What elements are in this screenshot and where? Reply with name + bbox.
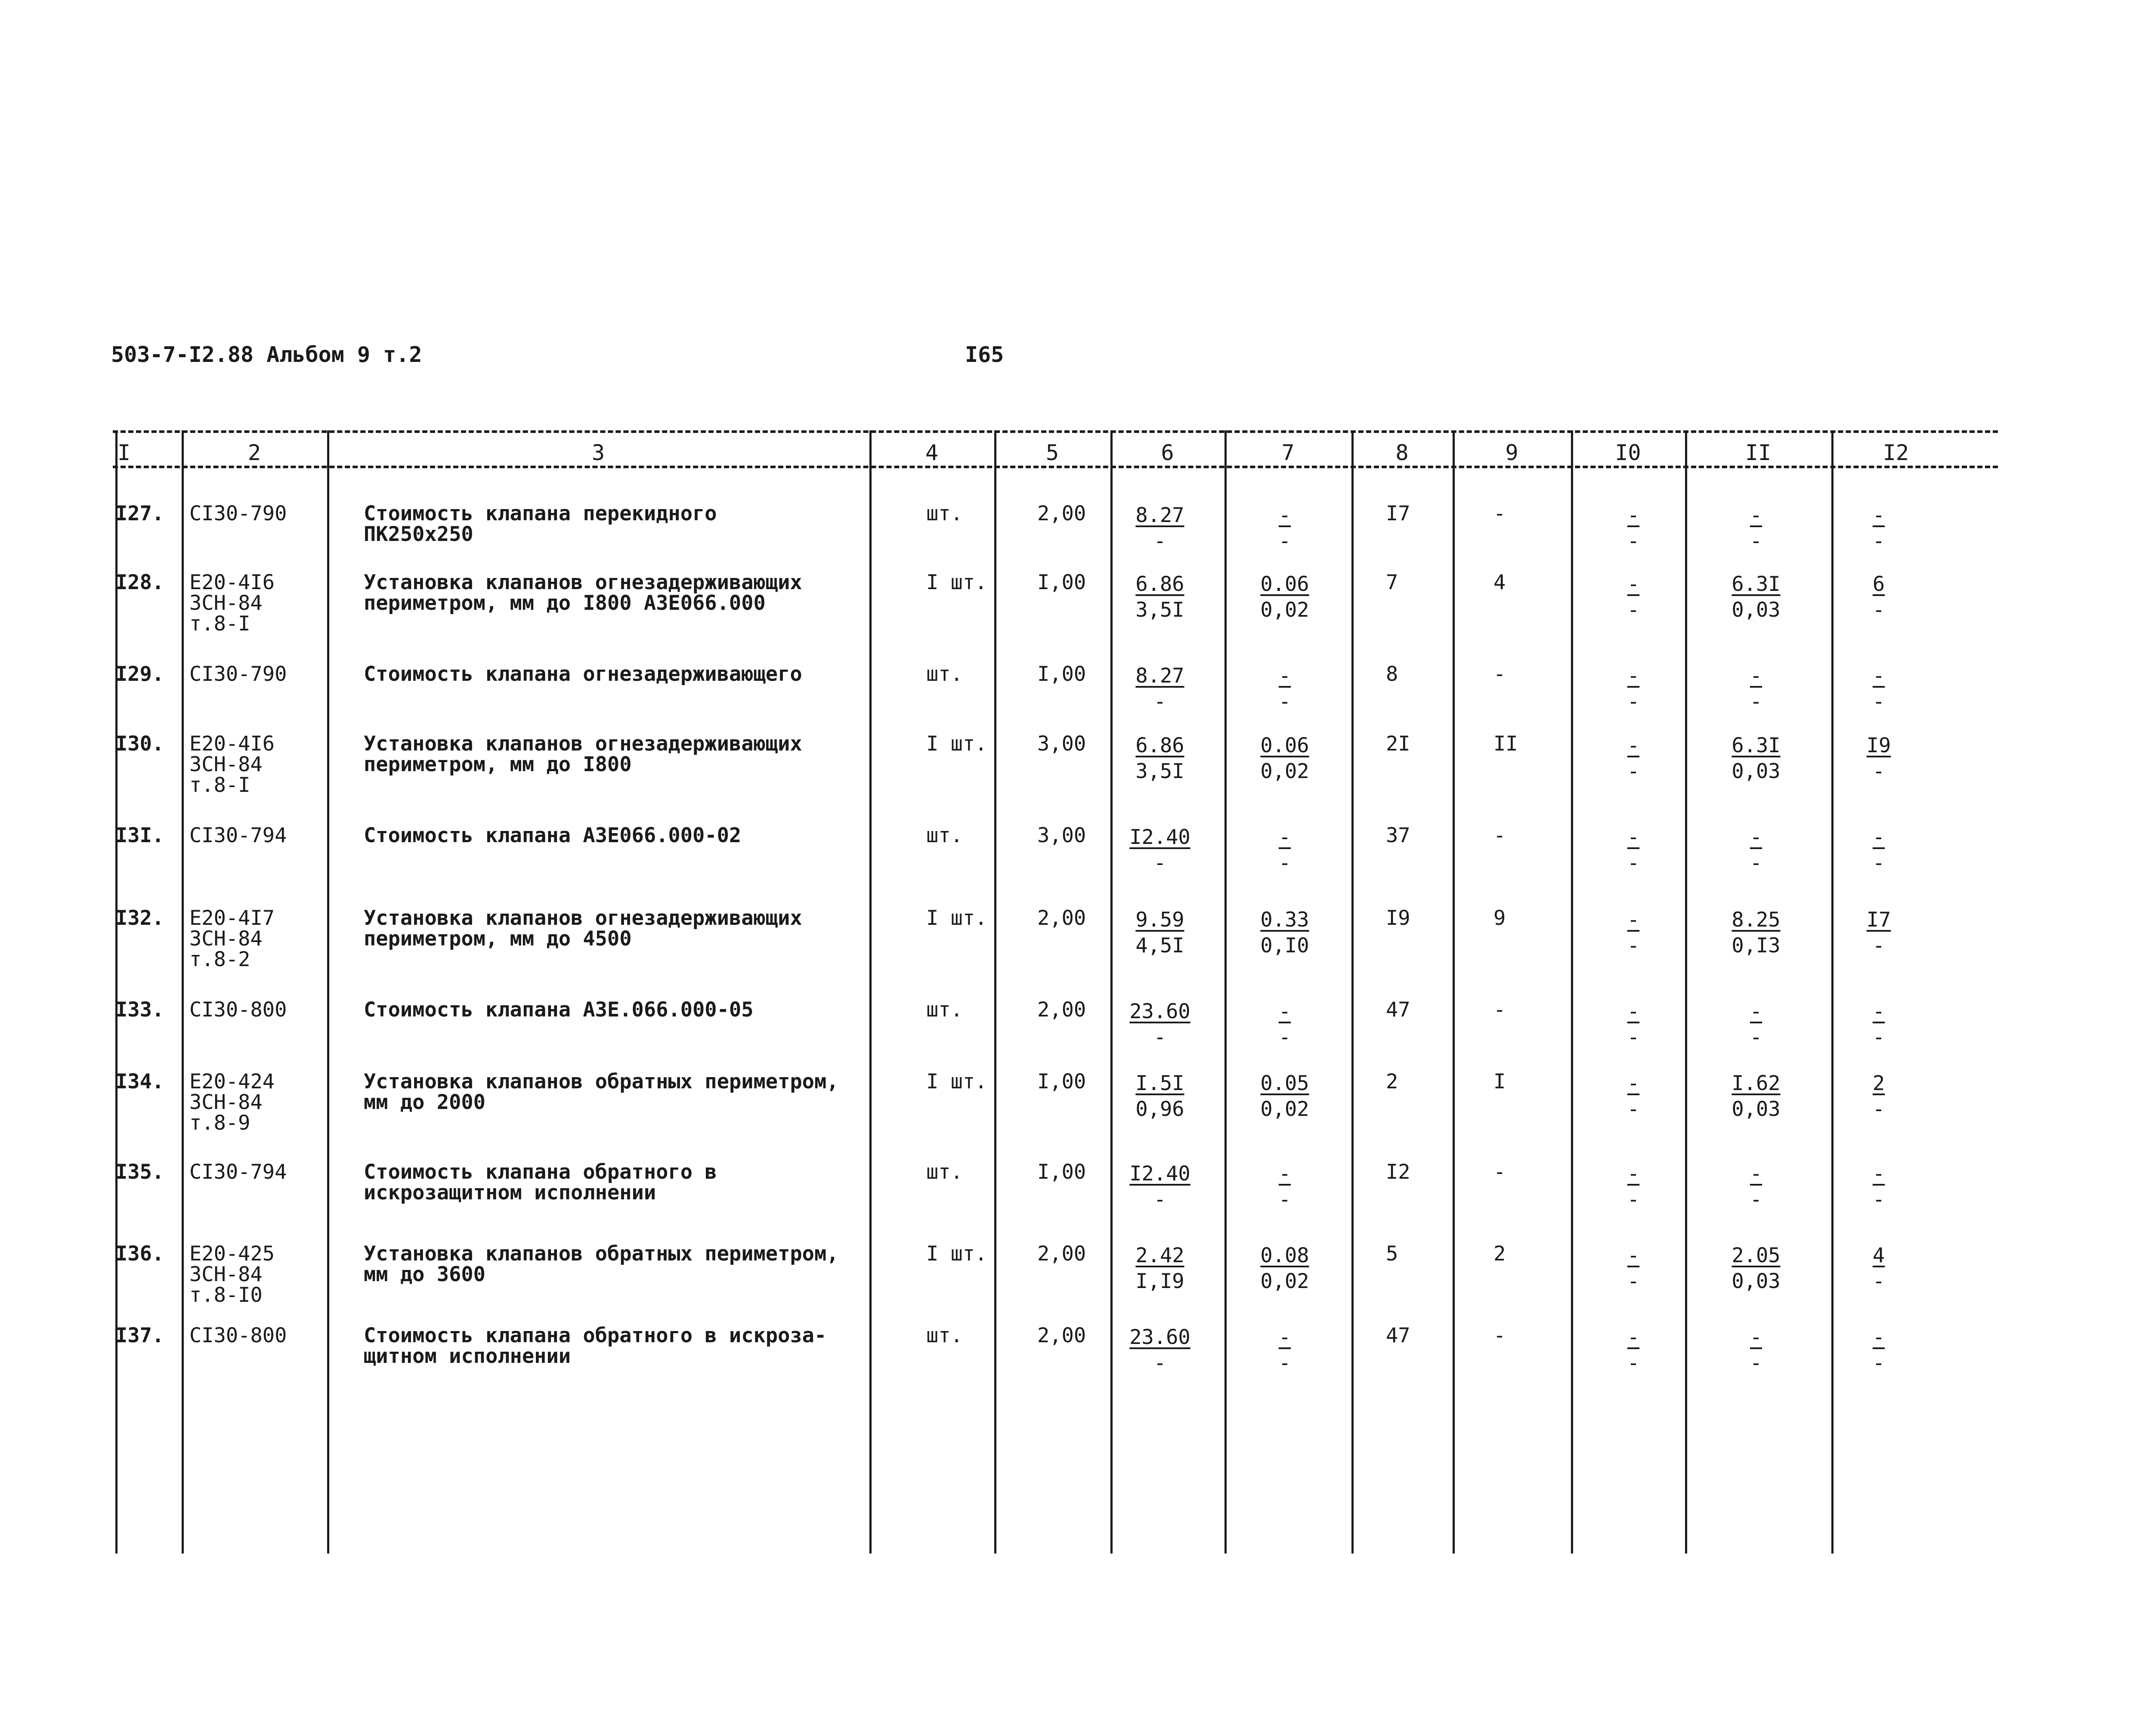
col11-value: 6.3I 0,03	[1731, 734, 1781, 783]
column-number: I0	[1615, 440, 1641, 465]
quantity: I,00	[1037, 1070, 1086, 1093]
col12-value: 2 -	[1872, 1072, 1885, 1121]
unit: шт.	[926, 998, 963, 1022]
unit: шт.	[926, 1160, 963, 1184]
col9-value: 2	[1493, 1242, 1506, 1266]
column-divider	[1110, 430, 1113, 1554]
col9-value: 4	[1493, 571, 1506, 594]
work-description: Стоимость клапана огнезадерживающего	[364, 662, 802, 686]
row-number: I35.	[115, 1160, 164, 1184]
table-border-left	[115, 430, 117, 1554]
col9-value: I	[1493, 1070, 1506, 1093]
col11-value: I.62 0,03	[1731, 1072, 1781, 1121]
col11-value: - -	[1750, 1162, 1762, 1211]
col6-value: 8.27 -	[1135, 664, 1184, 714]
col11-value: 6.3I 0,03	[1731, 572, 1781, 622]
quantity: 2,00	[1037, 1242, 1086, 1266]
col7-value: - -	[1278, 1162, 1291, 1211]
col12-value: - -	[1872, 664, 1885, 714]
col9-value: -	[1493, 998, 1506, 1022]
norm-code: E20-4I6 ЗСН-84 т.8-I	[189, 571, 275, 636]
col7-value: - -	[1278, 664, 1291, 714]
col7-value: - -	[1278, 1000, 1291, 1049]
col8-value: 37	[1386, 824, 1410, 847]
column-number: 8	[1395, 440, 1409, 465]
col6-value: I2.40 -	[1129, 1162, 1190, 1211]
quantity: 2,00	[1037, 998, 1086, 1022]
quantity: I,00	[1037, 571, 1086, 594]
col10-value: - -	[1627, 825, 1640, 875]
col9-value: -	[1493, 662, 1506, 686]
unit: шт.	[926, 1324, 963, 1347]
col8-value: 7	[1386, 571, 1398, 594]
col10-value: - -	[1627, 504, 1640, 553]
work-description: Установка клапанов огнезадерживающих периметром, мм до I800 АЗЕ066.000	[364, 571, 802, 615]
row-number: I37.	[115, 1324, 164, 1347]
column-divider	[1351, 430, 1354, 1554]
col7-value: - -	[1278, 825, 1291, 875]
quantity: I,00	[1037, 1160, 1086, 1184]
col11-value: 8.25 0,I3	[1731, 908, 1781, 958]
quantity: 2,00	[1037, 502, 1086, 525]
col7-value: 0.08 0,02	[1260, 1244, 1309, 1293]
col11-value: 2.05 0,03	[1731, 1244, 1781, 1293]
row-number: I36.	[115, 1242, 164, 1266]
quantity: 2,00	[1037, 906, 1086, 930]
column-divider	[994, 430, 996, 1554]
col6-value: 2.42 I,I9	[1135, 1244, 1184, 1293]
column-number: 9	[1505, 440, 1518, 465]
col6-value: 9.59 4,5I	[1135, 908, 1184, 958]
col8-value: I9	[1386, 906, 1410, 930]
col7-value: 0.33 0,I0	[1260, 908, 1309, 958]
col11-value: - -	[1750, 1000, 1762, 1049]
col10-value: - -	[1627, 664, 1640, 714]
col8-value: 47	[1386, 1324, 1410, 1347]
norm-code: E20-425 ЗСН-84 т.8-I0	[189, 1242, 275, 1307]
col10-value: - -	[1627, 1325, 1640, 1375]
row-number: I30.	[115, 732, 164, 756]
quantity: 2,00	[1037, 1324, 1086, 1347]
col10-value: - -	[1627, 1000, 1640, 1049]
work-description: Установка клапанов обратных периметром, мм до 3600	[364, 1242, 839, 1286]
norm-code: CI30-790	[189, 502, 287, 525]
column-divider	[182, 430, 184, 1554]
col7-value: 0.06 0,02	[1260, 734, 1309, 783]
col8-value: 47	[1386, 998, 1410, 1022]
col12-value: 6 -	[1872, 572, 1885, 622]
unit: I шт.	[926, 1242, 987, 1266]
work-description: Стоимость клапана АЗЕ.066.000-05	[364, 998, 754, 1022]
col8-value: 5	[1386, 1242, 1398, 1266]
row-number: I29.	[115, 662, 164, 686]
header-bottom-rule	[113, 466, 1998, 468]
col6-value: I2.40 -	[1129, 825, 1190, 875]
col12-value: - -	[1872, 825, 1885, 875]
work-description: Стоимость клапана обратного в искрозащитном исполнении	[364, 1160, 717, 1205]
column-divider	[1685, 430, 1687, 1554]
col8-value: 2I	[1386, 732, 1410, 756]
row-number: I27.	[115, 502, 164, 525]
work-description: Установка клапанов огнезадерживающих периметром, мм до 4500	[364, 906, 802, 951]
col11-value: - -	[1750, 664, 1762, 714]
col9-value: II	[1493, 732, 1518, 756]
norm-code: CI30-800	[189, 1324, 287, 1347]
col10-value: - -	[1627, 572, 1640, 622]
unit: I шт.	[926, 571, 987, 594]
column-divider	[1453, 430, 1455, 1554]
col11-value: - -	[1750, 504, 1762, 553]
quantity: 3,00	[1037, 732, 1086, 756]
column-number: I2	[1883, 440, 1909, 465]
norm-code: E20-4I7 ЗСН-84 т.8-2	[189, 906, 275, 971]
col12-value: I9 -	[1866, 734, 1891, 783]
row-number: I33.	[115, 998, 164, 1022]
norm-code: CI30-800	[189, 998, 287, 1022]
column-divider	[1224, 430, 1227, 1554]
col9-value: -	[1493, 1160, 1506, 1184]
work-description: Стоимость клапана перекидного ПК250х250	[364, 502, 717, 546]
col10-value: - -	[1627, 1162, 1640, 1211]
work-description: Стоимость клапана АЗЕ066.000-02	[364, 824, 742, 847]
col9-value: 9	[1493, 906, 1506, 930]
col6-value: 6.86 3,5I	[1135, 572, 1184, 622]
column-number: 2	[247, 440, 261, 465]
col12-value: - -	[1872, 1162, 1885, 1211]
col7-value: - -	[1278, 1325, 1291, 1375]
col10-value: - -	[1627, 1244, 1640, 1293]
norm-code: CI30-794	[189, 1160, 287, 1184]
column-number: 3	[591, 440, 605, 465]
col10-value: - -	[1627, 734, 1640, 783]
norm-code: CI30-794	[189, 824, 287, 847]
col6-value: 8.27 -	[1135, 504, 1184, 553]
column-divider	[1831, 430, 1834, 1554]
col9-value: -	[1493, 1324, 1506, 1347]
page-number: I65	[965, 342, 1004, 367]
col8-value: I2	[1386, 1160, 1410, 1184]
quantity: I,00	[1037, 662, 1086, 686]
col8-value: 8	[1386, 662, 1398, 686]
col8-value: I7	[1386, 502, 1410, 525]
column-number: 4	[925, 440, 939, 465]
col7-value: - -	[1278, 504, 1291, 553]
row-number: I32.	[115, 906, 164, 930]
col6-value: I.5I 0,96	[1135, 1072, 1184, 1121]
unit: шт.	[926, 824, 963, 847]
unit: I шт.	[926, 732, 987, 756]
col9-value: -	[1493, 824, 1506, 847]
norm-code: CI30-790	[189, 662, 287, 686]
column-number: II	[1745, 440, 1772, 465]
col7-value: 0.05 0,02	[1260, 1072, 1309, 1121]
unit: шт.	[926, 502, 963, 525]
column-number: I	[117, 440, 131, 465]
col12-value: - -	[1872, 1325, 1885, 1375]
column-number: 6	[1161, 440, 1174, 465]
col11-value: - -	[1750, 825, 1762, 875]
col12-value: - -	[1872, 1000, 1885, 1049]
column-divider	[327, 430, 329, 1554]
column-number: 5	[1045, 440, 1059, 465]
unit: I шт.	[926, 906, 987, 930]
header-top-rule	[113, 430, 1998, 433]
col10-value: - -	[1627, 1072, 1640, 1121]
unit: I шт.	[926, 1070, 987, 1093]
col9-value: -	[1493, 502, 1506, 525]
document-reference: 503-7-I2.88 Альбом 9 т.2	[111, 342, 422, 367]
col12-value: 4 -	[1872, 1244, 1885, 1293]
column-number: 7	[1281, 440, 1295, 465]
work-description: Установка клапанов обратных периметром, мм до 2000	[364, 1070, 839, 1114]
column-divider	[869, 430, 872, 1554]
col10-value: - -	[1627, 908, 1640, 958]
col11-value: - -	[1750, 1325, 1762, 1375]
work-description: Стоимость клапана обратного в искроза- щитном исполнении	[364, 1324, 827, 1368]
row-number: I28.	[115, 571, 164, 594]
norm-code: E20-4I6 ЗСН-84 т.8-I	[189, 732, 275, 797]
row-number: I3I.	[115, 824, 164, 847]
column-divider	[1571, 430, 1573, 1554]
row-number: I34.	[115, 1070, 164, 1093]
col12-value: I7 -	[1866, 908, 1891, 958]
col6-value: 23.60 -	[1129, 1000, 1190, 1049]
unit: шт.	[926, 662, 963, 686]
work-description: Установка клапанов огнезадерживающих периметром, мм до I800	[364, 732, 802, 776]
col12-value: - -	[1872, 504, 1885, 553]
col7-value: 0.06 0,02	[1260, 572, 1309, 622]
col6-value: 23.60 -	[1129, 1325, 1190, 1375]
col6-value: 6.86 3,5I	[1135, 734, 1184, 783]
col8-value: 2	[1386, 1070, 1398, 1093]
norm-code: E20-424 ЗСН-84 т.8-9	[189, 1070, 275, 1135]
quantity: 3,00	[1037, 824, 1086, 847]
